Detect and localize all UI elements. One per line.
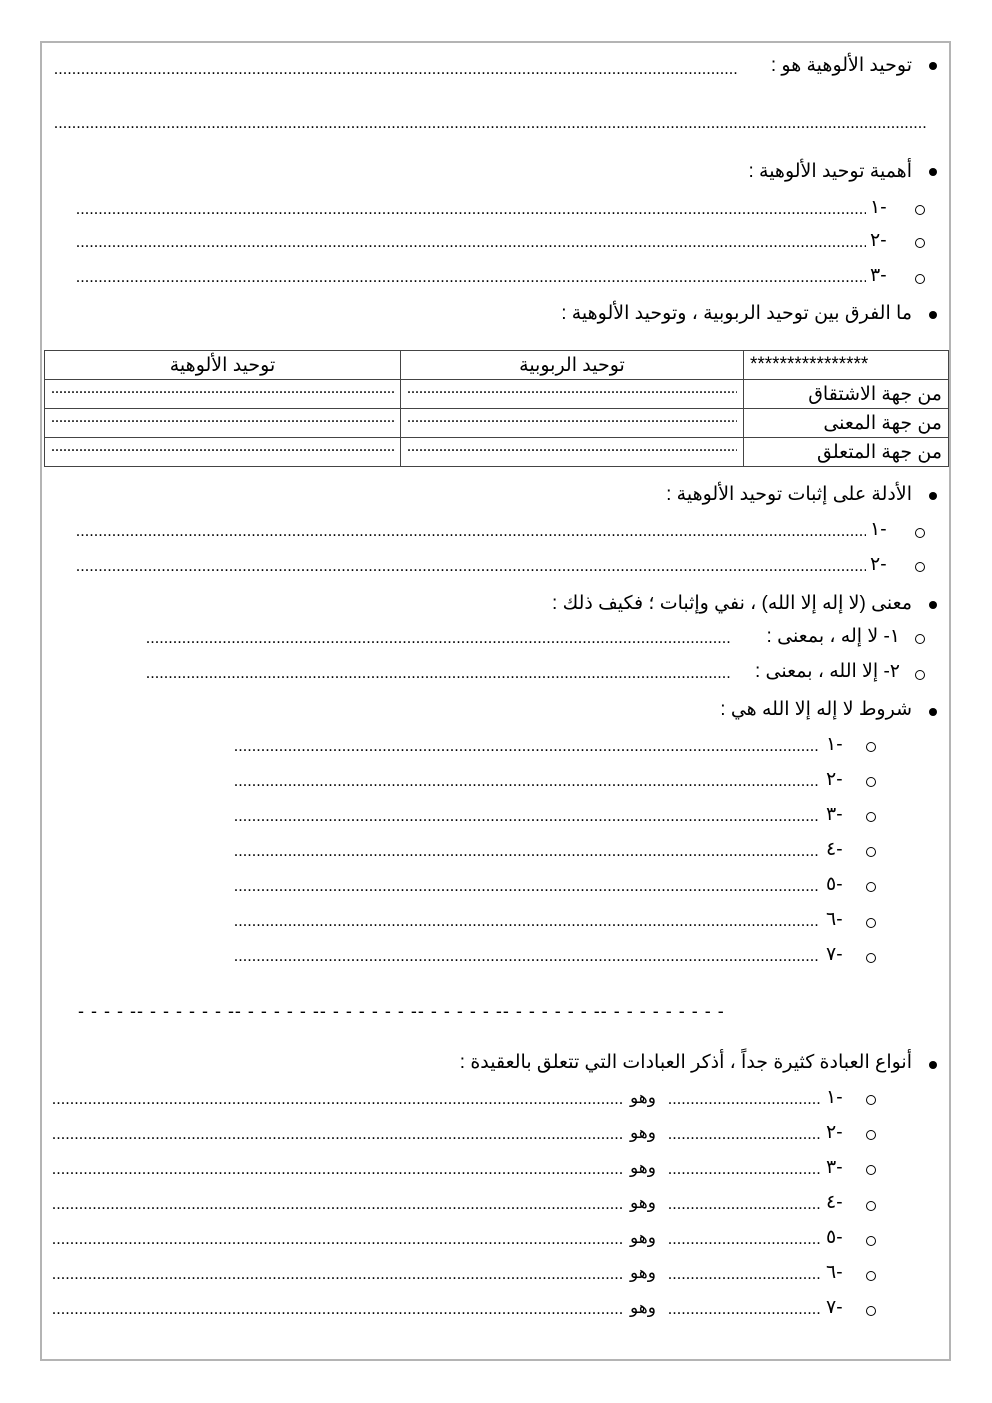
column-header-rububiya: توحيد الربوبية <box>401 351 744 380</box>
q4-heading: الأدلة على إثبات توحيد الألوهية : <box>666 484 912 505</box>
connector-word: وهو <box>630 1158 656 1177</box>
answer-line[interactable] <box>668 1228 820 1252</box>
list-marker-icon <box>915 562 925 572</box>
answer-line[interactable] <box>76 198 866 222</box>
q6-item-label: ٢- <box>826 769 843 790</box>
answer-cell[interactable] <box>401 380 744 409</box>
q5-heading: معنى (لا إله إلا الله) ، نفي وإثبات ؛ فكيف ذلك : <box>552 593 912 614</box>
answer-line[interactable] <box>52 1123 624 1147</box>
list-marker-icon <box>915 205 925 215</box>
q7-item-label: ٧- <box>826 1297 843 1318</box>
answer-line[interactable] <box>52 1298 624 1322</box>
list-marker-icon <box>866 847 876 857</box>
q6-item-label: ١- <box>826 734 843 755</box>
answer-line[interactable] <box>52 1193 624 1217</box>
bullet <box>929 601 937 609</box>
list-marker-icon <box>866 1095 876 1105</box>
answer-line[interactable] <box>76 231 866 255</box>
answer-cell[interactable] <box>45 438 401 467</box>
answer-line[interactable] <box>52 1228 624 1252</box>
bullet <box>929 62 937 70</box>
q6-item-label: ٥- <box>826 874 843 895</box>
list-marker-icon <box>915 238 925 248</box>
list-marker-icon <box>866 1271 876 1281</box>
q4-item-label: ٢- <box>870 554 887 575</box>
answer-line[interactable] <box>668 1158 820 1182</box>
q5-item-label: ٢- إلا الله ، بمعنى : <box>754 661 900 682</box>
list-marker-icon <box>866 953 876 963</box>
bullet <box>929 492 937 500</box>
row-label: من جهة الاشتقاق <box>744 380 949 409</box>
list-marker-icon <box>866 1165 876 1175</box>
list-marker-icon <box>915 528 925 538</box>
connector-word: وهو <box>630 1263 656 1282</box>
list-marker-icon <box>866 882 876 892</box>
answer-line[interactable] <box>668 1193 820 1217</box>
bullet <box>929 311 937 319</box>
list-marker-icon <box>915 634 925 644</box>
table-header-row <box>45 351 949 380</box>
list-marker-icon <box>866 918 876 928</box>
answer-line[interactable] <box>234 910 820 934</box>
q2-item-label: ٢- <box>870 230 887 251</box>
answer-line[interactable] <box>234 735 820 759</box>
q2-item-label: ١- <box>870 197 887 218</box>
answer-line[interactable] <box>234 770 820 794</box>
answer-line[interactable] <box>234 805 820 829</box>
list-marker-icon <box>866 1236 876 1246</box>
q7-item-label: ٦- <box>826 1262 843 1283</box>
connector-word: وهو <box>630 1193 656 1212</box>
dashed-separator: - - - - -- - - - - - - -- - - - - - -- - - - - - - -- - - - - - -- - - - - - - -- - - - - - - - - - <box>78 1001 725 1019</box>
q6-item-label: ٧- <box>826 944 843 965</box>
connector-word: وهو <box>630 1298 656 1317</box>
q7-item-label: ٥- <box>826 1227 843 1248</box>
list-marker-icon <box>866 812 876 822</box>
q7-item-label: ٣- <box>826 1157 843 1178</box>
answer-line[interactable] <box>146 627 730 651</box>
column-header-uluhiya: توحيد الألوهية <box>45 351 401 380</box>
answer-line[interactable] <box>668 1088 820 1112</box>
answer-line[interactable] <box>76 266 866 290</box>
row-label: من جهة المعنى <box>744 409 949 438</box>
answer-line[interactable] <box>52 1158 624 1182</box>
answer-line[interactable] <box>76 520 866 544</box>
table-row <box>45 438 949 467</box>
q7-item-label: ٤- <box>826 1192 843 1213</box>
q7-item-label: ٢- <box>826 1122 843 1143</box>
answer-cell[interactable] <box>401 409 744 438</box>
q2-heading: أهمية توحيد الألوهية : <box>748 161 912 182</box>
q3-heading: ما الفرق بين توحيد الربوبية ، وتوحيد الألوهية : <box>561 303 912 324</box>
connector-word: وهو <box>630 1123 656 1142</box>
answer-line[interactable] <box>54 112 926 136</box>
answer-line[interactable] <box>668 1263 820 1287</box>
q6-item-label: ٦- <box>826 909 843 930</box>
list-marker-icon <box>866 1130 876 1140</box>
table-row <box>45 409 949 438</box>
q6-item-label: ٤- <box>826 839 843 860</box>
answer-line[interactable] <box>234 875 820 899</box>
answer-cell[interactable] <box>401 438 744 467</box>
list-marker-icon <box>915 274 925 284</box>
answer-line[interactable] <box>146 662 730 686</box>
comparison-table <box>44 350 949 467</box>
q2-item-label: ٣- <box>870 265 887 286</box>
table-row <box>45 380 949 409</box>
q5-item-label: ١- لا إله ، بمعنى : <box>766 626 900 647</box>
q7-heading: أنواع العبادة كثيرة جداً ، أذكر العبادات التي تتعلق بالعقيدة : <box>459 1052 912 1073</box>
answer-line[interactable] <box>54 58 738 82</box>
bullet <box>929 708 937 716</box>
answer-line[interactable] <box>668 1123 820 1147</box>
answer-line[interactable] <box>52 1088 624 1112</box>
row-label: من جهة المتعلق <box>744 438 949 467</box>
bullet <box>929 168 937 176</box>
table-corner: **************** <box>744 351 949 380</box>
list-marker-icon <box>866 1306 876 1316</box>
answer-line[interactable] <box>234 840 820 864</box>
answer-cell[interactable] <box>45 409 401 438</box>
q6-heading: شروط لا إله إلا الله هي : <box>720 699 912 720</box>
bullet <box>929 1061 937 1069</box>
q7-item-label: ١- <box>826 1087 843 1108</box>
q6-item-label: ٣- <box>826 804 843 825</box>
answer-line[interactable] <box>52 1263 624 1287</box>
answer-line[interactable] <box>668 1298 820 1322</box>
q4-item-label: ١- <box>870 519 887 540</box>
list-marker-icon <box>866 742 876 752</box>
list-marker-icon <box>866 1201 876 1211</box>
list-marker-icon <box>866 777 876 787</box>
list-marker-icon <box>915 670 925 680</box>
connector-word: وهو <box>630 1088 656 1107</box>
answer-line[interactable] <box>76 555 866 579</box>
answer-line[interactable] <box>234 945 820 969</box>
connector-word: وهو <box>630 1228 656 1247</box>
q1-heading: توحيد الألوهية هو : <box>770 55 912 76</box>
answer-cell[interactable] <box>45 380 401 409</box>
